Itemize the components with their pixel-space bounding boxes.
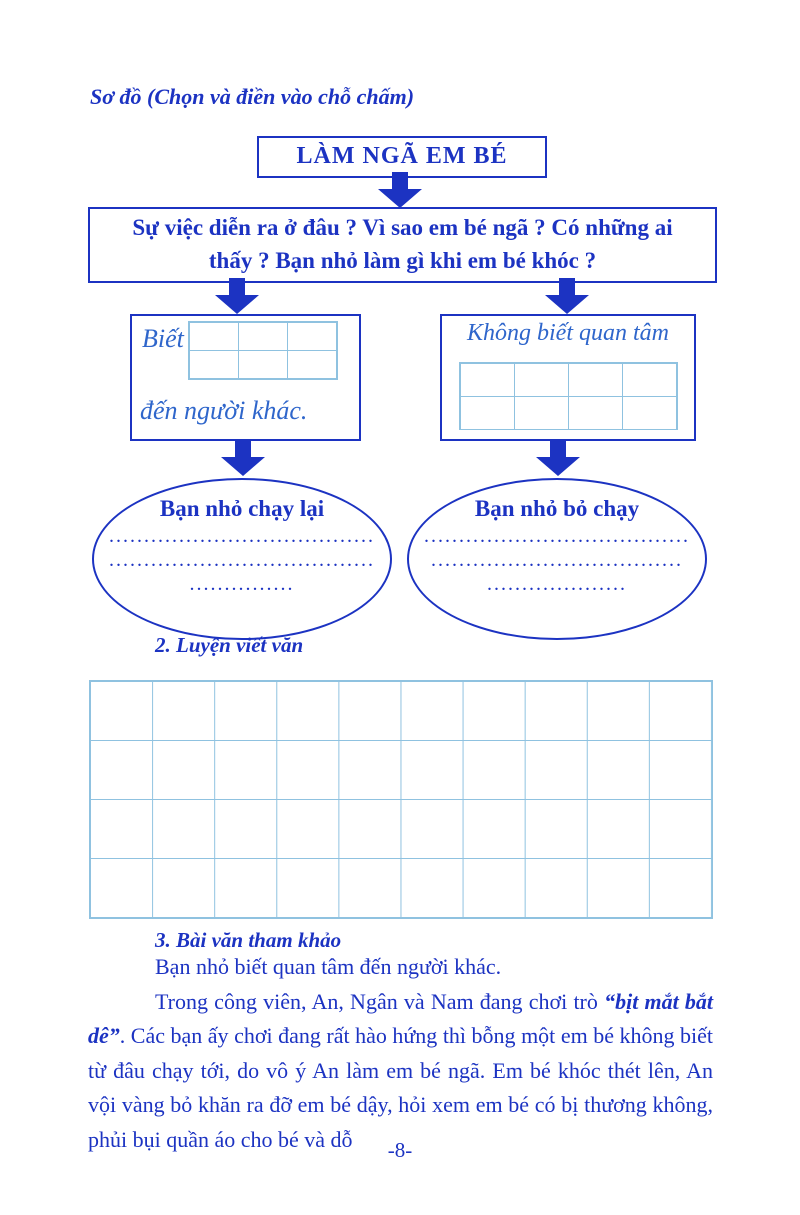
down-arrow-icon — [378, 172, 422, 208]
question-line-2: thấy ? Bạn nhỏ làm gì khi em bé khóc ? — [208, 248, 597, 273]
result-title: Bạn nhỏ bỏ chạy — [474, 496, 640, 521]
dotted-answer-line: ............... — [189, 573, 295, 595]
dotted-answer-line: .................... — [487, 573, 627, 595]
section-heading-reference: 3. Bài văn tham khảo — [155, 928, 342, 952]
essay-paragraph-part: Trong công viên, An, Ngân và Nam đang chơi trò — [155, 988, 605, 1014]
dotted-answer-line: ...................................... — [109, 549, 375, 571]
result-title: Bạn nhỏ chạy lại — [159, 496, 325, 521]
answer-grid-left — [188, 321, 338, 380]
answer-grid-right — [459, 362, 678, 430]
flow-question-box — [88, 207, 717, 283]
down-arrow-icon — [545, 278, 589, 314]
flow-right-result-ellipse — [407, 478, 707, 640]
flow-left-branch-box — [130, 314, 361, 441]
flow-title-box: LÀM NGÃ EM BÉ — [257, 136, 547, 178]
handwritten-phrase-den-nguoi-khac: đến người khác. — [140, 396, 308, 425]
down-arrow-icon — [221, 439, 265, 477]
section-heading-practice: 2. Luyện viết văn — [155, 633, 304, 657]
handwritten-word-biet: Biết — [142, 324, 184, 353]
dotted-answer-line: ...................................... — [109, 525, 375, 547]
page-number: -8- — [387, 1138, 413, 1162]
essay-opening-sentence: Bạn nhỏ biết quan tâm đến người khác. — [155, 954, 502, 979]
flow-left-result-ellipse — [92, 478, 392, 640]
page-heading: Sơ đồ (Chọn và điền vào chỗ chấm) — [90, 84, 415, 109]
flow-right-branch-box — [440, 314, 696, 441]
dotted-answer-line: .................................... — [431, 549, 683, 571]
question-line-1: Sự việc diễn ra ở đâu ? Vì sao em bé ngã ? Có những ai — [132, 215, 673, 240]
down-arrow-icon — [536, 439, 580, 477]
essay-paragraph-quote: “bịt mắt bắt dê” — [88, 988, 714, 1048]
essay-text — [88, 950, 713, 1157]
essay-paragraph-part: . Các bạn ấy chơi đang rất hào hứng thì bỗng một em bé không biết từ đâu chạy tới, do vô ý An làm em bé ngã. Em bé khóc thét lên, An vội vàng bỏ khăn ra đỡ em bé dậy, hỏi xem em bé có bị thương không, phủi bụi quần áo cho bé và dỗ — [88, 1023, 713, 1152]
essay-paragraph — [88, 985, 713, 1158]
down-arrow-icon — [215, 278, 259, 314]
dotted-answer-line: ...................................... — [424, 525, 690, 547]
handwritten-phrase-khong-biet-quan-tam: Không biết quan tâm — [467, 320, 669, 346]
writing-practice-grid — [89, 680, 713, 919]
